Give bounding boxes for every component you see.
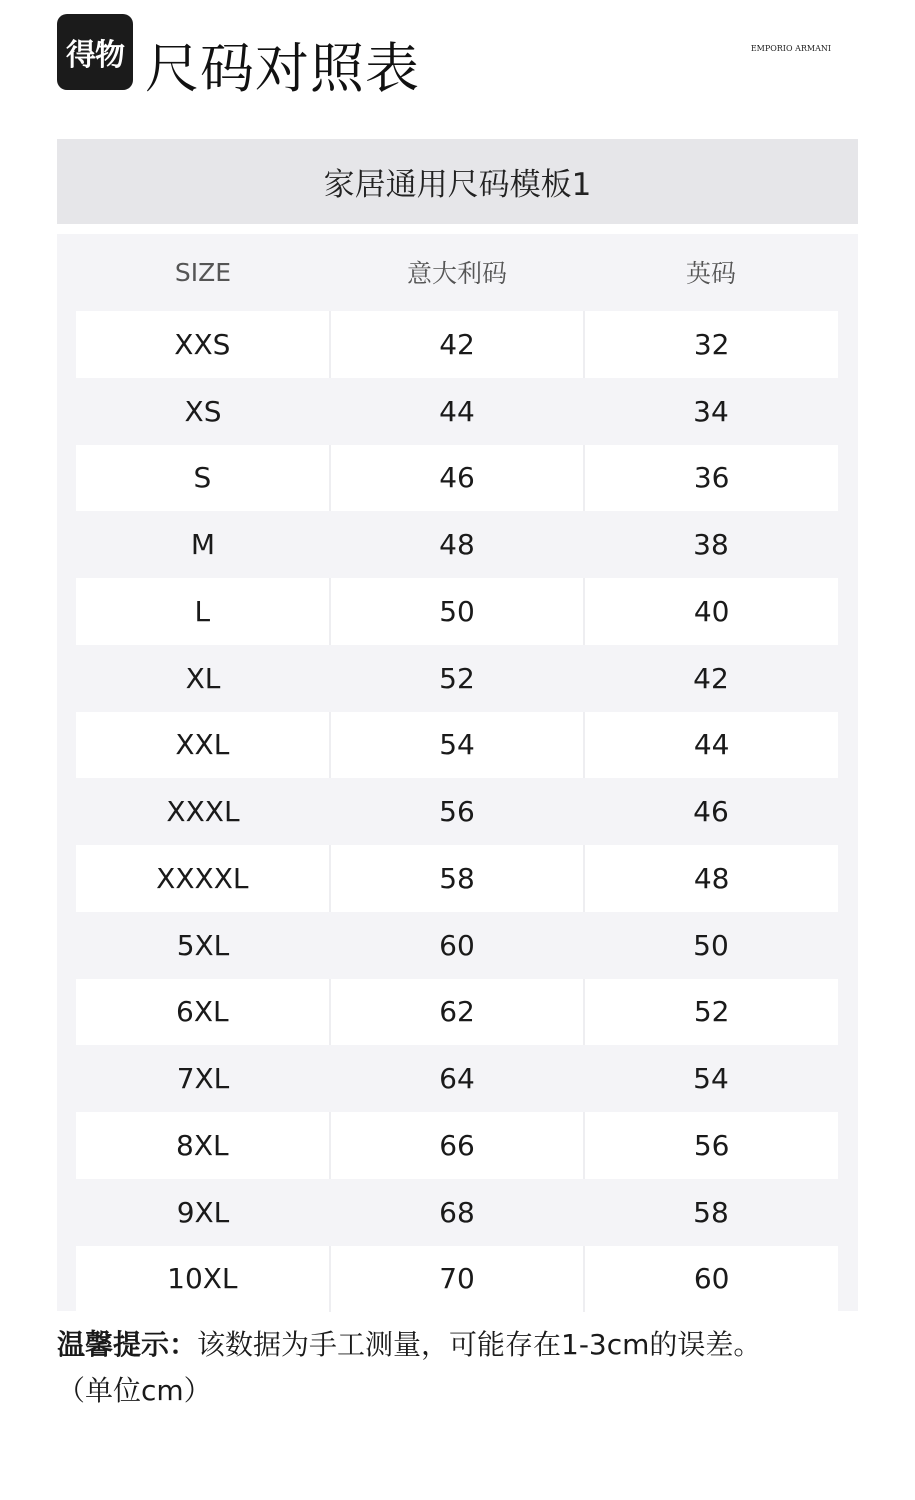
- header: [57, 14, 857, 104]
- cell-uk: 38: [693, 528, 729, 562]
- cell-italian: 70: [329, 1246, 584, 1313]
- table-row: [76, 1246, 838, 1313]
- cell-size: M: [190, 528, 216, 562]
- cell-size: XS: [184, 394, 222, 428]
- unit-text: （单位cm）: [57, 1374, 212, 1407]
- table-row: [76, 912, 838, 979]
- cell-uk: 32: [583, 311, 838, 378]
- cell-italian: 68: [439, 1195, 475, 1229]
- cell-italian: 60: [439, 928, 475, 962]
- cell-uk: 52: [583, 979, 838, 1046]
- cell-size: XXL: [76, 712, 329, 779]
- cell-italian: 66: [329, 1112, 584, 1179]
- cell-size: XXXXL: [76, 845, 329, 912]
- cell-size: XXXL: [166, 795, 240, 829]
- cell-italian: 50: [329, 578, 584, 645]
- table-row: [76, 378, 838, 445]
- cell-size: XL: [185, 661, 221, 695]
- dewu-logo: 得物: [57, 14, 133, 90]
- cell-italian: 62: [329, 979, 584, 1046]
- cell-italian: 46: [329, 445, 584, 512]
- table-row: [76, 1179, 838, 1246]
- cell-size: 7XL: [176, 1062, 230, 1096]
- cell-italian: 52: [439, 661, 475, 695]
- cell-uk: 36: [583, 445, 838, 512]
- table-body: [76, 311, 838, 1312]
- cell-size: XXS: [76, 311, 329, 378]
- table-row: [76, 578, 838, 645]
- cell-italian: 58: [329, 845, 584, 912]
- column-header-italian: 意大利码: [406, 259, 507, 288]
- cell-uk: 50: [693, 928, 729, 962]
- tip-note: [57, 1322, 857, 1414]
- cell-size: 6XL: [76, 979, 329, 1046]
- cell-italian: 48: [439, 528, 475, 562]
- cell-size: 8XL: [76, 1112, 329, 1179]
- table-row: [76, 778, 838, 845]
- cell-uk: 44: [583, 712, 838, 779]
- table-row: [76, 712, 838, 779]
- cell-uk: 60: [583, 1246, 838, 1313]
- table-row: [76, 979, 838, 1046]
- cell-italian: 44: [439, 394, 475, 428]
- cell-size: 10XL: [76, 1246, 329, 1313]
- table-row: [76, 511, 838, 578]
- cell-italian: 54: [329, 712, 584, 779]
- table-row: [76, 845, 838, 912]
- cell-uk: 56: [583, 1112, 838, 1179]
- tip-text: 该数据为手工测量，可能存在1-3cm的误差。: [197, 1328, 762, 1361]
- cell-uk: 40: [583, 578, 838, 645]
- cell-uk: 58: [693, 1195, 729, 1229]
- cell-uk: 34: [693, 394, 729, 428]
- cell-uk: 46: [693, 795, 729, 829]
- cell-italian: 56: [439, 795, 475, 829]
- cell-size: 9XL: [176, 1195, 230, 1229]
- size-table: [57, 234, 858, 1311]
- tip-label: 温馨提示：: [57, 1328, 198, 1361]
- table-header: [76, 234, 838, 310]
- cell-uk: 48: [583, 845, 838, 912]
- cell-size: 5XL: [176, 928, 230, 962]
- column-header-uk: 英码: [685, 259, 736, 288]
- template-title: 家居通用尺码模板1: [57, 139, 858, 224]
- table-row: [76, 1112, 838, 1179]
- cell-italian: 64: [439, 1062, 475, 1096]
- cell-italian: 42: [329, 311, 584, 378]
- table-row: [76, 311, 838, 378]
- cell-size: S: [76, 445, 329, 512]
- cell-uk: 54: [693, 1062, 729, 1096]
- cell-uk: 42: [693, 661, 729, 695]
- cell-size: L: [76, 578, 329, 645]
- table-row: [76, 445, 838, 512]
- table-row: [76, 1045, 838, 1112]
- brand-logo: EMPORIO ARMANI: [750, 44, 831, 53]
- table-row: [76, 645, 838, 712]
- page-title: 尺码对照表: [145, 37, 420, 100]
- column-header-size: SIZE: [174, 257, 232, 287]
